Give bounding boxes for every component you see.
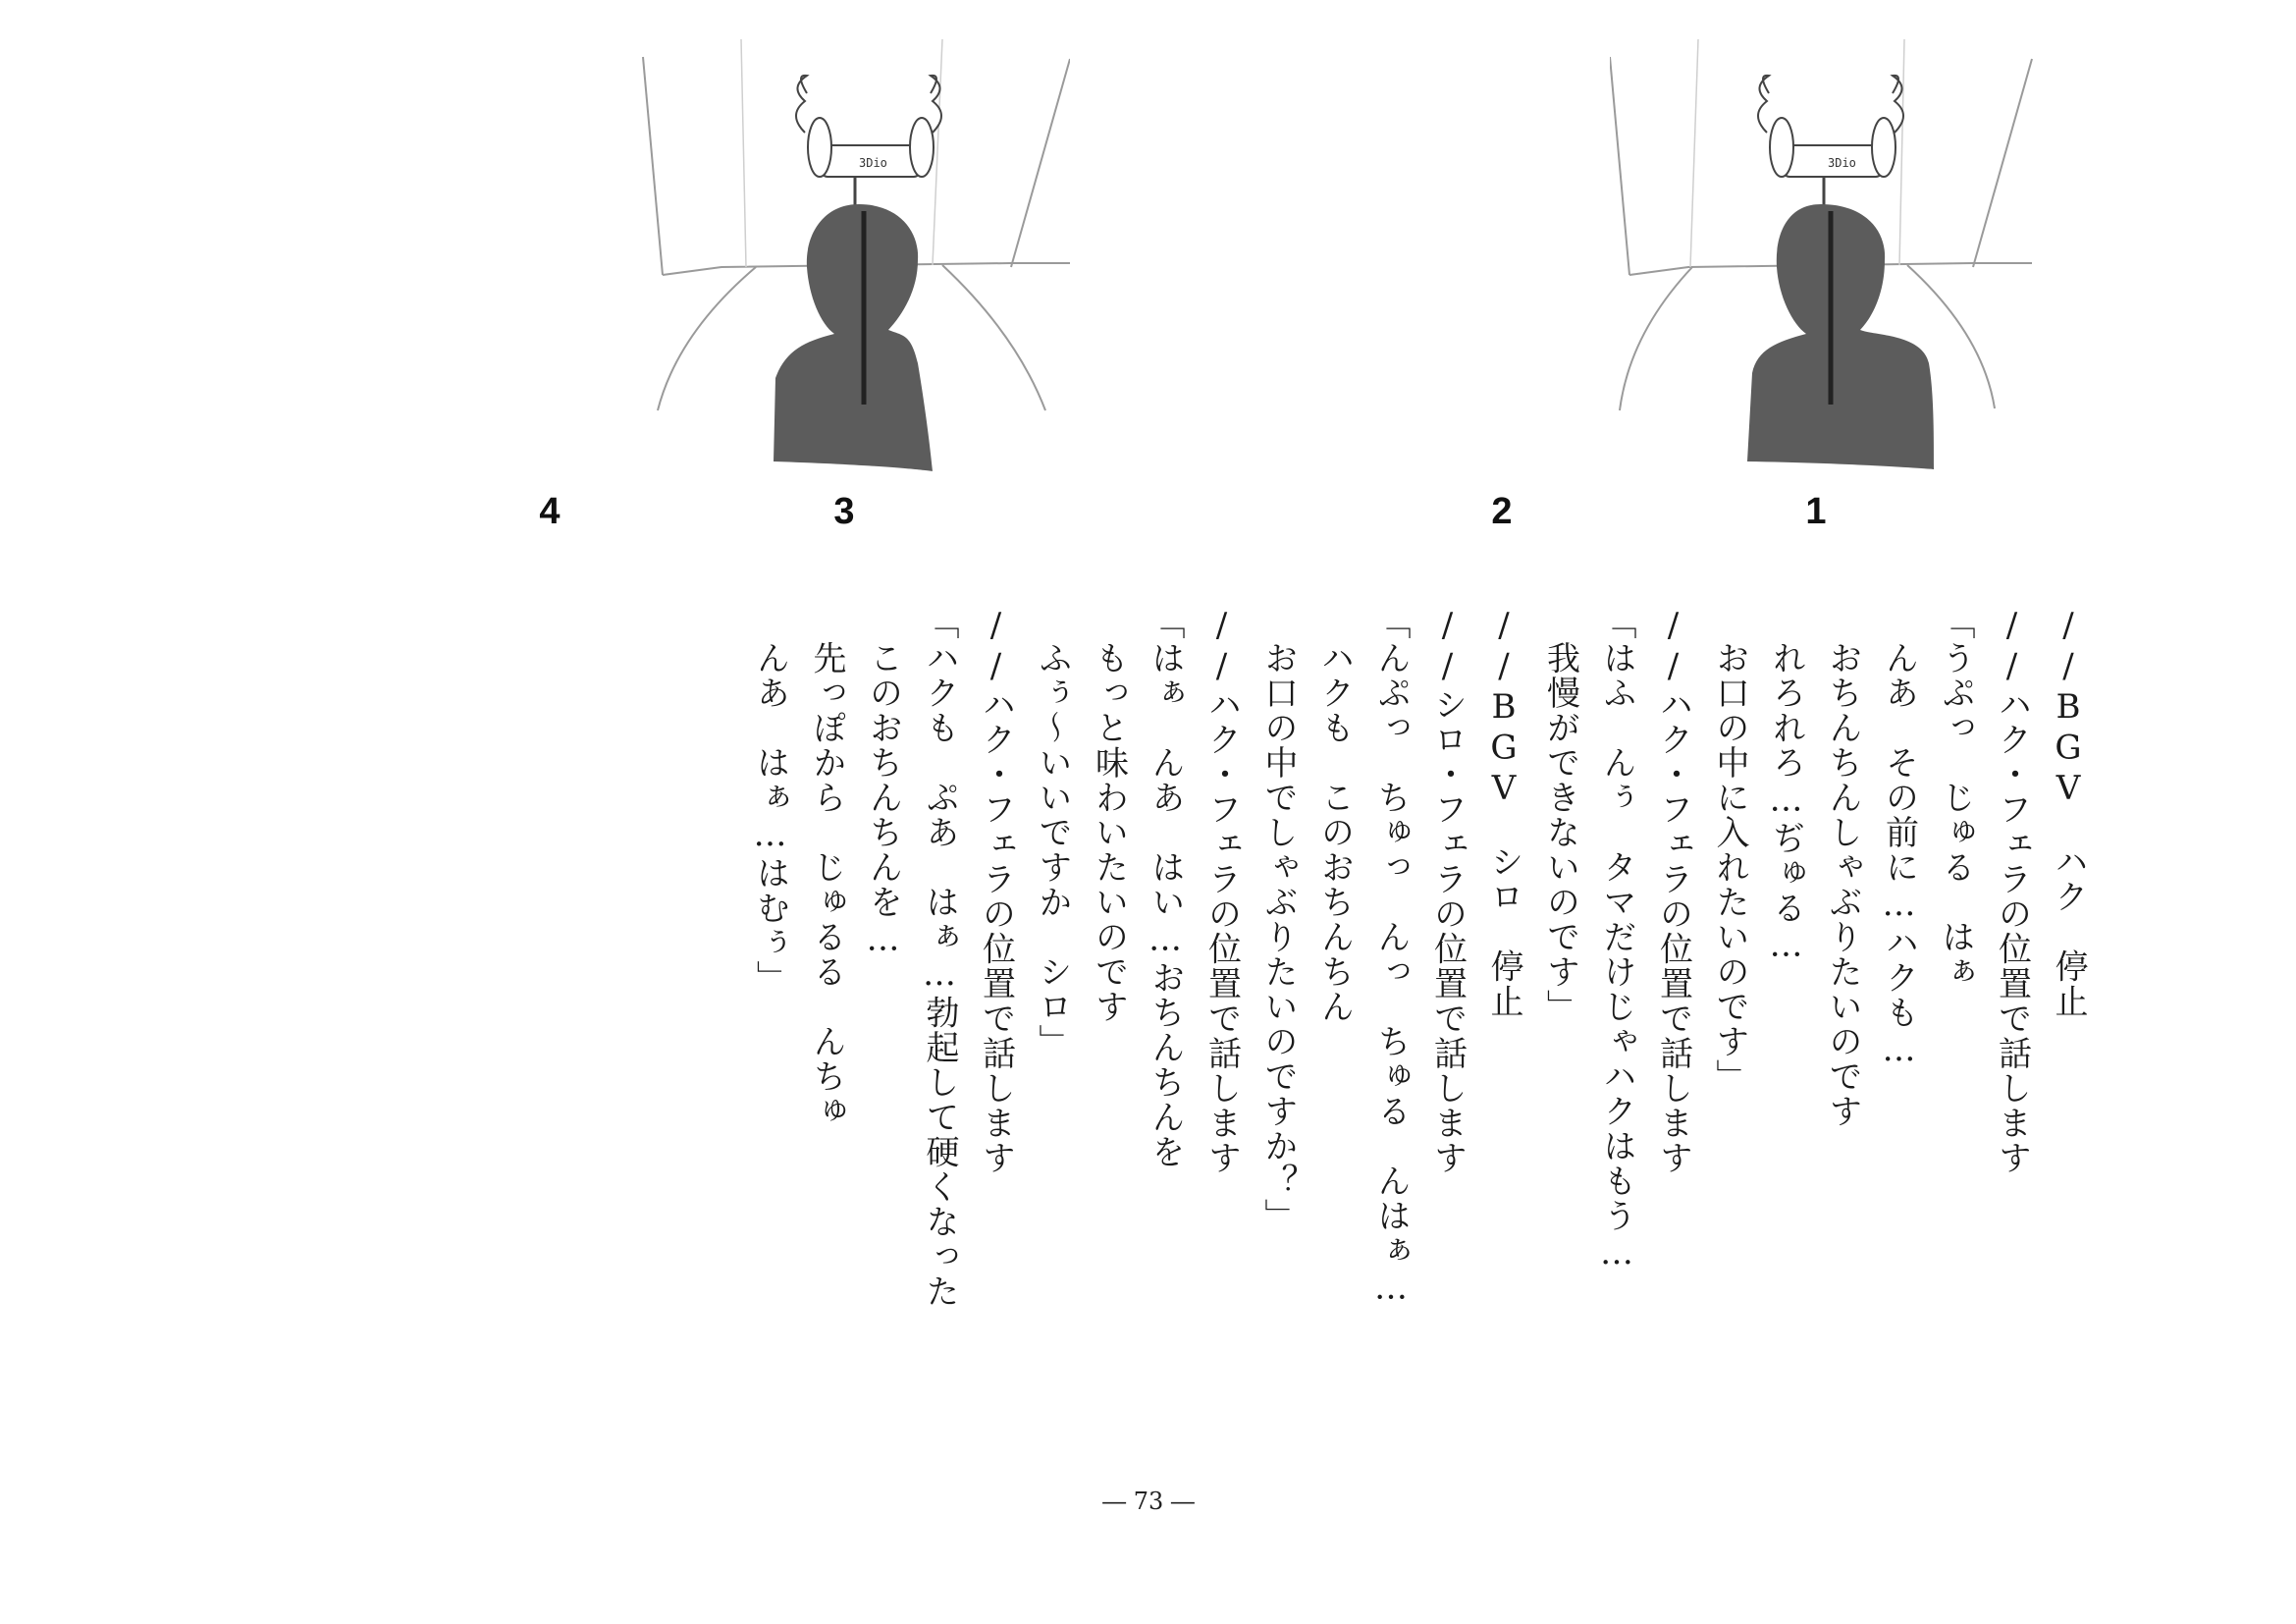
dialogue-line: れろれろ…ぢゅる… xyxy=(1766,606,1806,966)
binaural-illustration-left xyxy=(638,39,1070,481)
dummy-head-mic-drawing xyxy=(1610,39,2042,481)
dialogue-line: お口の中に入れたいのです」 xyxy=(1710,606,1749,1094)
position-label-1: 1 xyxy=(1805,491,1827,532)
page-number: ― 73 ― xyxy=(1102,1488,1195,1515)
dialogue-line: おちんちんしゃぶりたいのです xyxy=(1823,606,1862,1129)
position-label-2: 2 xyxy=(1491,491,1513,532)
dialogue-line: お口の中でしゃぶりたいのですか？」 xyxy=(1258,606,1298,1233)
dialogue-line: んあ その前に…ハクも… xyxy=(1879,606,1919,1071)
stage-direction-line: //シロ・フェラの位置で話します xyxy=(1427,606,1468,1175)
dialogue-line: 我慢ができないのです」 xyxy=(1540,606,1580,1024)
dialogue-line: もっと味わいたいのです xyxy=(1089,606,1129,1024)
dialogue-line: 「うぷっ じゅる はぁ xyxy=(1936,606,1975,990)
mic-logo: 3Dio xyxy=(859,156,887,170)
dummy-head-mic-drawing xyxy=(638,39,1070,481)
stage-direction-line: //ハク・フェラの位置で話します xyxy=(976,606,1016,1175)
position-label-4: 4 xyxy=(539,491,561,532)
dialogue-line: 「はふ んぅ タマだけじゃハクはもう… xyxy=(1597,606,1636,1274)
dialogue-line: 「ハクも ぷあ はぁ…勃起して硬くなった xyxy=(920,606,959,1309)
dialogue-line: 「んぷっ ちゅっ んっ ちゅる んはぁ… xyxy=(1371,606,1411,1309)
mic-logo: 3Dio xyxy=(1828,156,1856,170)
dialogue-line: このおちんちんを… xyxy=(863,606,903,960)
binaural-illustration-right xyxy=(1610,39,2042,481)
dialogue-line: 「はぁ んあ はい…おちんちんを xyxy=(1146,606,1185,1169)
stage-direction-line: //ハク・フェラの位置で話します xyxy=(1992,606,2032,1175)
stage-direction-line: //BGV ハク 停止 xyxy=(2049,606,2088,1019)
dialogue-line: 先っぽから じゅるる んちゅ xyxy=(807,606,846,1129)
position-label-3: 3 xyxy=(833,491,855,532)
stage-direction-line: //BGV シロ 停止 xyxy=(1484,606,1523,1019)
stage-direction-line: //ハク・フェラの位置で話します xyxy=(1201,606,1242,1175)
stage-direction-line: //ハク・フェラの位置で話します xyxy=(1653,606,1693,1175)
dialogue-line: ハクも このおちんちん xyxy=(1314,606,1355,1024)
dialogue-line: んあ はぁ…はむぅ」 xyxy=(750,606,790,996)
dialogue-line: ふぅ～いいですか シロ」 xyxy=(1033,606,1072,1059)
